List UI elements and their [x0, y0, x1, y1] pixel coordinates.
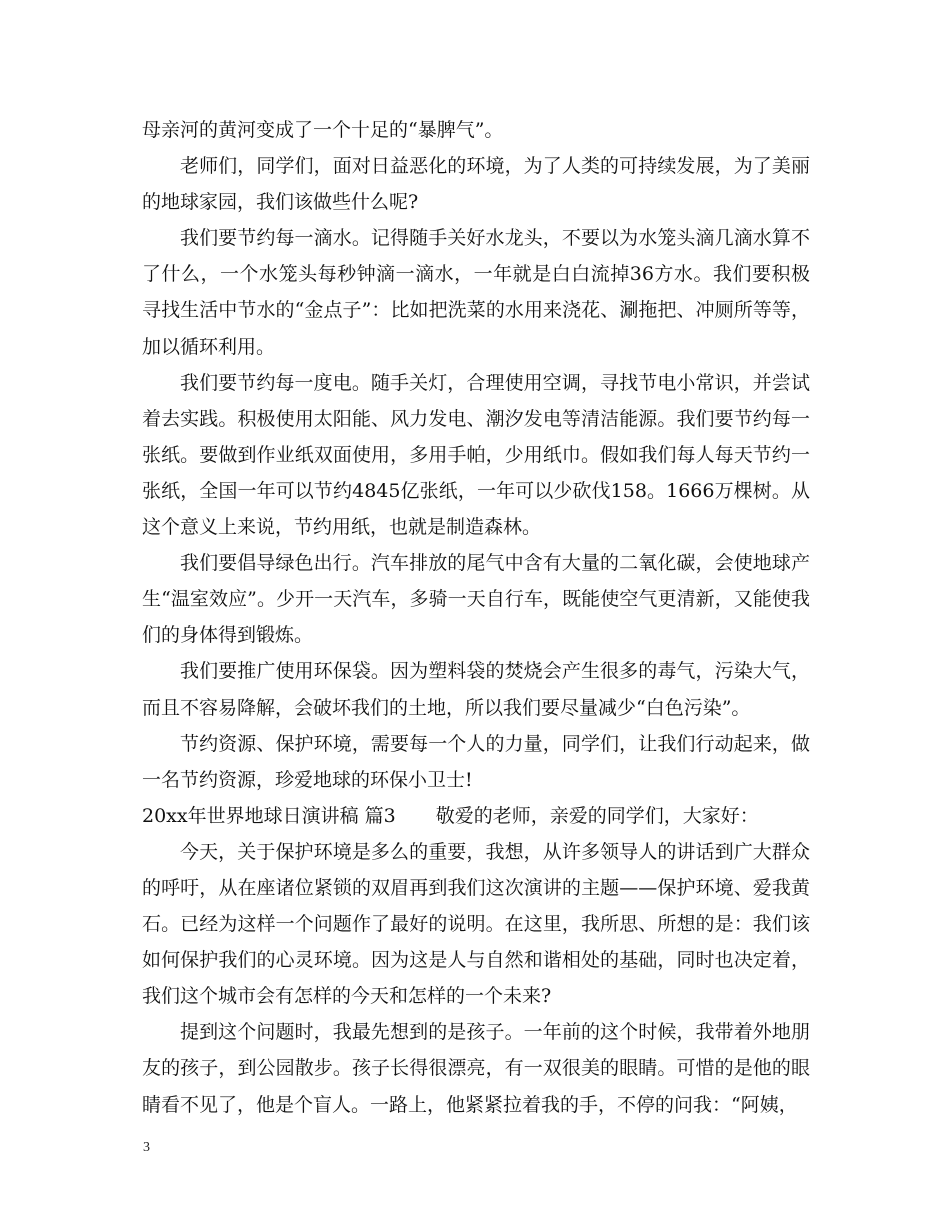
- paragraph: 我们要推广使用环保袋。因为塑料袋的焚烧会产生很多的毒气，污染大气，而且不容易降解，会破坏我们的土地，所以我们要尽量减少“白色污染”。: [142, 660, 810, 719]
- paragraph: 今天，关于保护环境是多么的重要，我想，从许多领导人的讲话到广大群众的呼吁，从在座诸位紧锁的双眉再到我们这次演讲的主题——保护环境、爱我黄石。已经为这样一个问题作了最好的说明。在这里，我所思、所想的是：我们该如何保护我们的心灵环境。因为这是人与自然和谐相处的基础，同时也决定着，我们这个城市会有怎样的今天和怎样的一个未来?: [142, 840, 810, 1008]
- document-body: [142, 112, 810, 1123]
- paragraph: 我们要节约每一滴水。记得随手关好水龙头，不要以为水笼头滴几滴水算不了什么，一个水笼头每秒钟滴一滴水，一年就是白白流掉36方水。我们要积极寻找生活中节水的“金点子”：比如把洗菜的水用来浇花、涮拖把、冲厕所等等，加以循环利用。: [142, 227, 810, 358]
- section-heading: [142, 798, 810, 834]
- paragraph: 老师们，同学们，面对日益恶化的环境，为了人类的可持续发展，为了美丽的地球家园，我们该做些什么呢?: [142, 155, 810, 214]
- section-title: 20xx年世界地球日演讲稿 篇3: [142, 804, 396, 827]
- page-number: 3: [143, 1140, 150, 1155]
- paragraph: 母亲河的黄河变成了一个十足的“暴脾气”。: [142, 119, 504, 141]
- paragraph: 提到这个问题时，我最先想到的是孩子。一年前的这个时候，我带着外地朋友的孩子，到公园散步。孩子长得很漂亮，有一双很美的眼睛。可惜的是他的眼睛看不见了，他是个盲人。一路上，他紧紧拉着我的手，不停的问我：“阿姨，: [142, 1021, 810, 1116]
- section-greeting: 敬爱的老师，亲爱的同学们，大家好：: [435, 804, 759, 827]
- paragraph: 我们要节约每一度电。随手关灯，合理使用空调，寻找节电小常识，并尝试着去实践。积极使用太阳能、风力发电、潮汐发电等清洁能源。我们要节约每一张纸。要做到作业纸双面使用，多用手帕，少用纸巾。假如我们每人每天节约一张纸，全国一年可以节约4845亿张纸，一年可以少砍伐158。1666万棵树。从这个意义上来说，节约用纸，也就是制造森林。: [142, 371, 810, 539]
- paragraph: 节约资源、保护环境，需要每一个人的力量，同学们，让我们行动起来，做一名节约资源，珍爱地球的环保小卫士!: [142, 732, 810, 791]
- paragraph: 我们要倡导绿色出行。汽车排放的尾气中含有大量的二氧化碳，会使地球产生“温室效应”。少开一天汽车，多骑一天自行车，既能使空气更清新，又能使我们的身体得到锻炼。: [142, 552, 810, 647]
